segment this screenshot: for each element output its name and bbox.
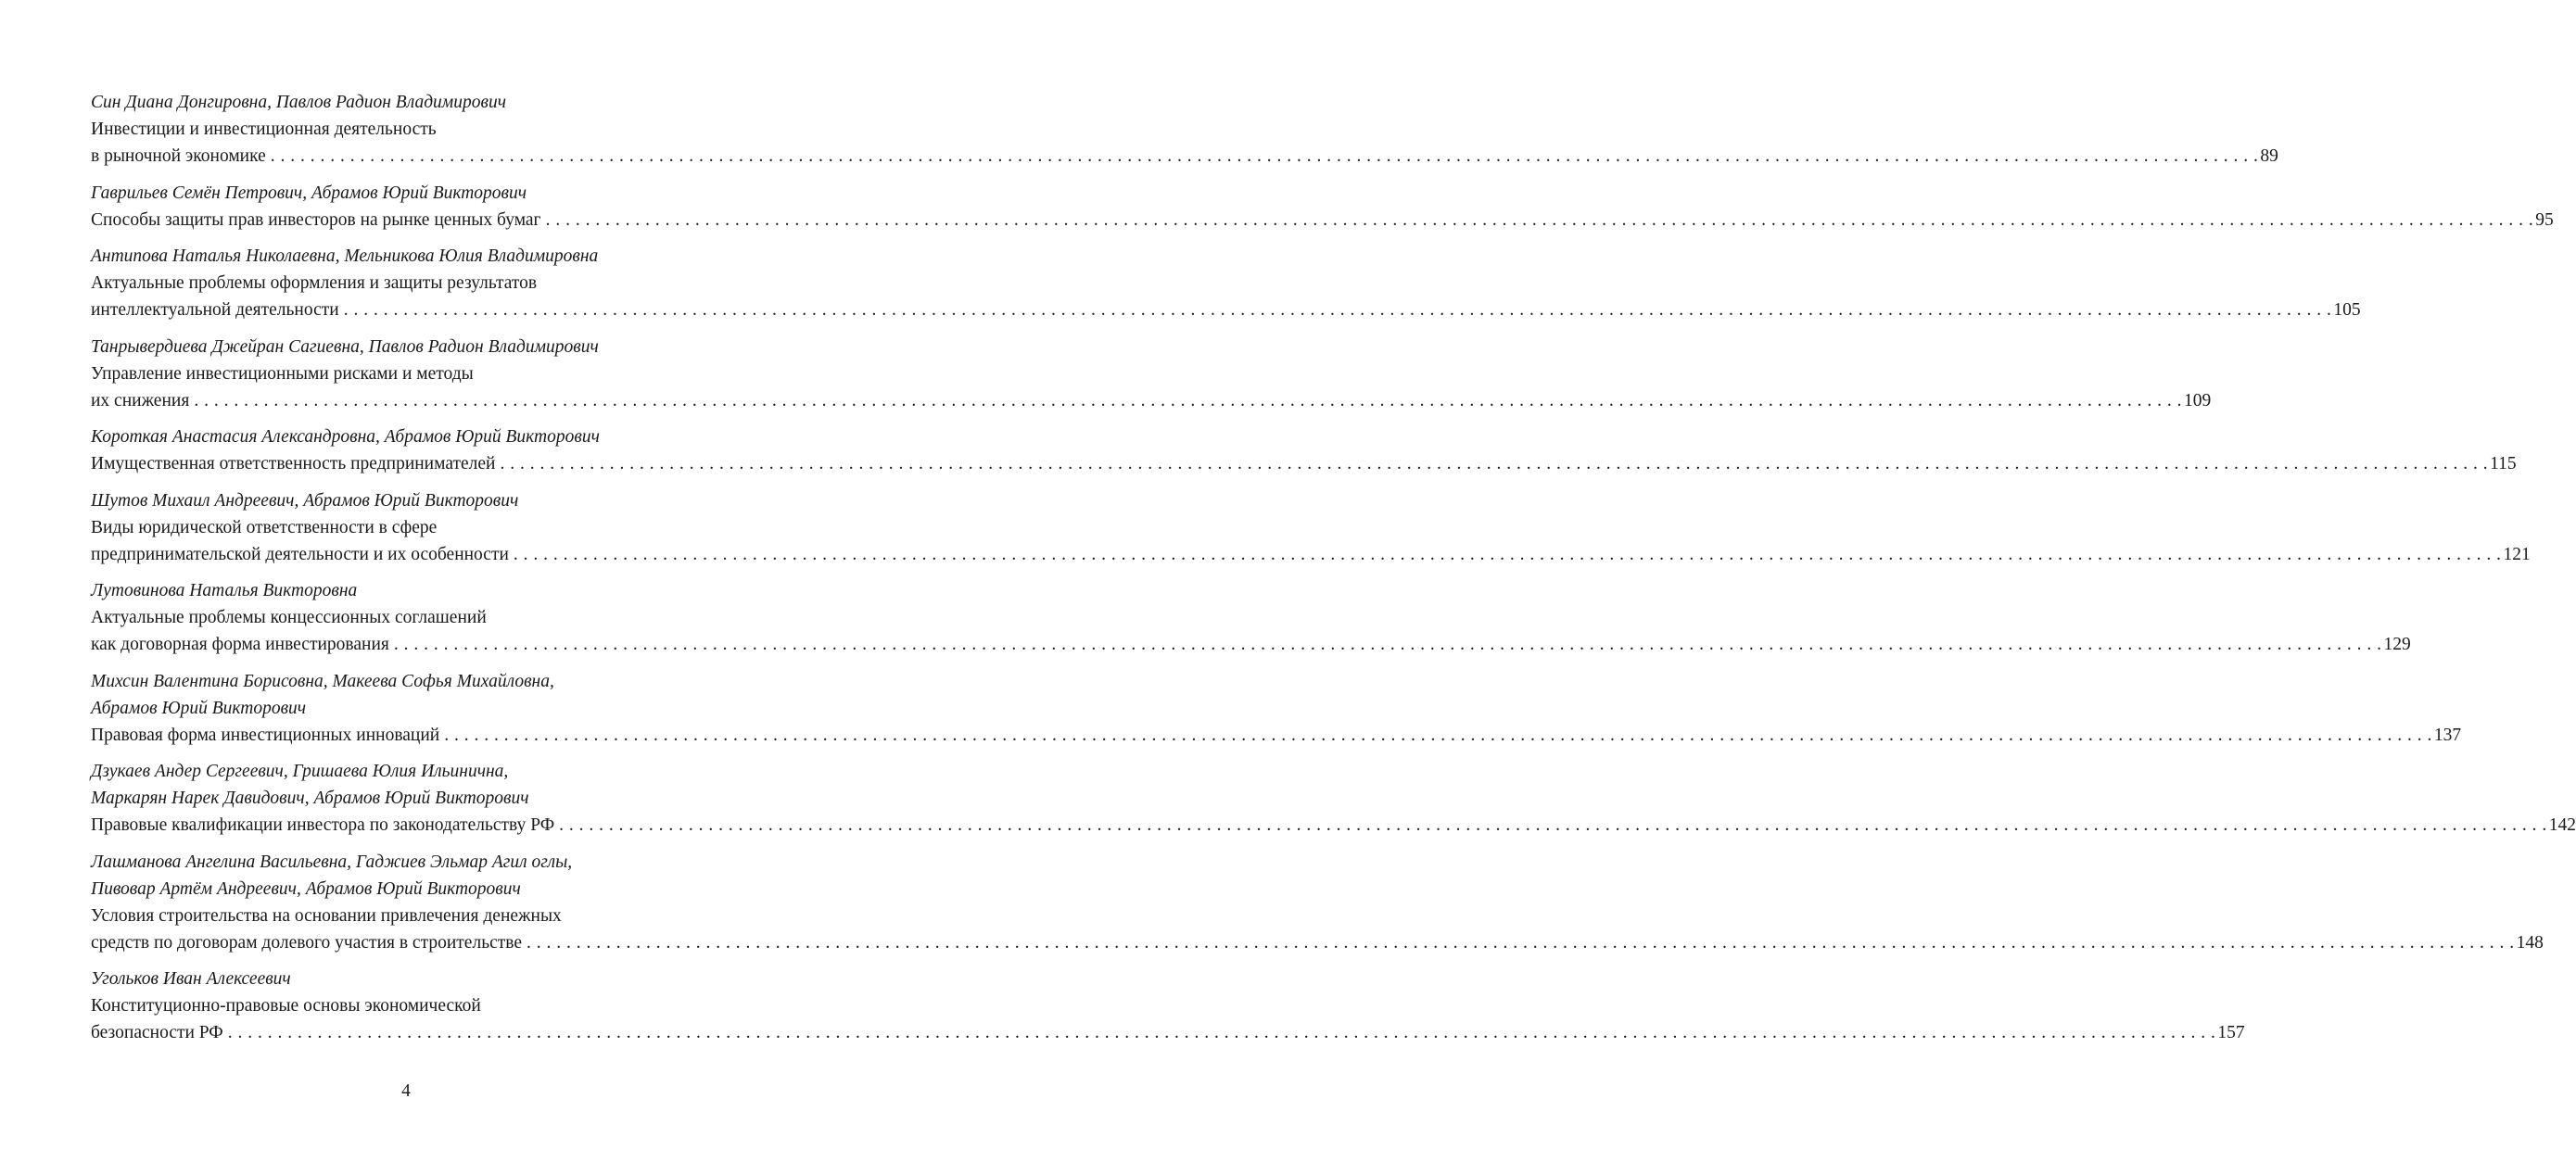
toc-entry-page: 109 [2183,390,2212,410]
dot-leader: . . . . . . . . . . . . . . . . . . . . . . . . . . . . . . . . . . . . . . . . . . . . . . . . . . . . . . . . . . . . . . . . . . . . . . . . . . . . . . . . . . . . . . . . . . . . . . . . . . . . . . . . . . . . . . . . . . . . . . . . . . . . . . . . . . . . . . . . . . . . . . . . . . . . . . . . . . . . . . . . . . . . . . . . . . . . . . . . . . . . . . . . . . . . . . . . . . . . . . . . [194,390,2182,410]
toc-entry-title: Конституционно-правовые основы экономической [91,996,481,1016]
toc-entry-last-line [91,722,2462,749]
toc-entry [91,849,2544,956]
toc-entry [91,334,2212,414]
toc-entry-authors: Михсин Валентина Борисовна, Макеева Софья Михайловна, [91,671,554,691]
dot-leader: . . . . . . . . . . . . . . . . . . . . . . . . . . . . . . . . . . . . . . . . . . . . . . . . . . . . . . . . . . . . . . . . . . . . . . . . . . . . . . . . . . . . . . . . . . . . . . . . . . . . . . . . . . . . . . . . . . . . . . . . . . . . . . . . . . . . . . . . . . . . . . . . . . . . . . . . . . . . . . . . . . . . . . . . . . . . . . . . . . . . . . . . . . . . . . . . . . . . . . . . [270,146,2259,166]
toc-entry [91,487,2531,568]
dot-leader: . . . . . . . . . . . . . . . . . . . . . . . . . . . . . . . . . . . . . . . . . . . . . . . . . . . . . . . . . . . . . . . . . . . . . . . . . . . . . . . . . . . . . . . . . . . . . . . . . . . . . . . . . . . . . . . . . . . . . . . . . . . . . . . . . . . . . . . . . . . . . . . . . . . . . . . . . . . . . . . . . . . . . . . . . . . . . . . . . . . . . . . . . . . . . . . . . . . . . . . . [393,635,2382,654]
toc-entry [91,966,2245,1046]
toc-entry-page: 129 [2383,635,2411,654]
dot-leader: . . . . . . . . . . . . . . . . . . . . . . . . . . . . . . . . . . . . . . . . . . . . . . . . . . . . . . . . . . . . . . . . . . . . . . . . . . . . . . . . . . . . . . . . . . . . . . . . . . . . . . . . . . . . . . . . . . . . . . . . . . . . . . . . . . . . . . . . . . . . . . . . . . . . . . . . . . . . . . . . . . . . . . . . . . . . . . . . . . . . . . . . . . . . . . . . . . . . . . . . [444,725,2432,745]
dot-leader: . . . . . . . . . . . . . . . . . . . . . . . . . . . . . . . . . . . . . . . . . . . . . . . . . . . . . . . . . . . . . . . . . . . . . . . . . . . . . . . . . . . . . . . . . . . . . . . . . . . . . . . . . . . . . . . . . . . . . . . . . . . . . . . . . . . . . . . . . . . . . . . . . . . . . . . . . . . . . . . . . . . . . . . . . . . . . . . . . . . . . . . . . . . . . . . . . . . . . . . . [343,300,2332,320]
toc-entry-last-line [91,297,2361,323]
toc-entry-title: в рыночной экономике [91,146,266,166]
toc-entry-title: как договорная форма инвестирования [91,635,389,654]
toc-entry-last-line [91,207,2554,234]
toc-entry-last-line [91,541,2531,568]
toc-entry-authors: Син Диана Донгировна, Павлов Радион Владимирович [91,93,507,112]
toc-entry [91,89,2278,170]
toc-entry-page: 89 [2260,146,2278,166]
dot-leader: . . . . . . . . . . . . . . . . . . . . . . . . . . . . . . . . . . . . . . . . . . . . . . . . . . . . . . . . . . . . . . . . . . . . . . . . . . . . . . . . . . . . . . . . . . . . . . . . . . . . . . . . . . . . . . . . . . . . . . . . . . . . . . . . . . . . . . . . . . . . . . . . . . . . . . . . . . . . . . . . . . . . . . . . . . . . . . . . . . . . . . . . . . . . . . . . . . . . . . . . [559,815,2547,835]
toc-entry-page: 121 [2503,544,2531,564]
toc-entry-last-line [91,929,2544,956]
dot-leader: . . . . . . . . . . . . . . . . . . . . . . . . . . . . . . . . . . . . . . . . . . . . . . . . . . . . . . . . . . . . . . . . . . . . . . . . . . . . . . . . . . . . . . . . . . . . . . . . . . . . . . . . . . . . . . . . . . . . . . . . . . . . . . . . . . . . . . . . . . . . . . . . . . . . . . . . . . . . . . . . . . . . . . . . . . . . . . . . . . . . . . . . . . . . . . . . . . . . . . . . [513,544,2502,564]
toc-entry-page: 148 [2516,932,2544,953]
toc-entry-last-line [91,143,2278,170]
toc-entry-authors: Лутовинова Наталья Викторовна [91,581,358,600]
toc-entry-authors: Лашманова Ангелина Васильевна, Гаджиев Эльмар Агил оглы, [91,852,573,872]
toc-entry-page: 137 [2433,725,2462,745]
toc-entry-authors: Шутов Михаил Андреевич, Абрамов Юрий Викторович [91,490,519,511]
dot-leader: . . . . . . . . . . . . . . . . . . . . . . . . . . . . . . . . . . . . . . . . . . . . . . . . . . . . . . . . . . . . . . . . . . . . . . . . . . . . . . . . . . . . . . . . . . . . . . . . . . . . . . . . . . . . . . . . . . . . . . . . . . . . . . . . . . . . . . . . . . . . . . . . . . . . . . . . . . . . . . . . . . . . . . . . . . . . . . . . . . . . . . . . . . . . . . . . . . . . . . . . [545,209,2534,230]
toc-entry-title: Актуальные проблемы оформления и защиты результатов [91,273,538,293]
toc-entry-authors: Дзукаев Андер Сергеевич, Гришаева Юлия Ильинична, [91,762,509,781]
toc-entry-authors: Гаврильев Семён Петрович, Абрамов Юрий Викторович [91,183,527,203]
table-of-contents [91,89,2576,1056]
dot-leader: . . . . . . . . . . . . . . . . . . . . . . . . . . . . . . . . . . . . . . . . . . . . . . . . . . . . . . . . . . . . . . . . . . . . . . . . . . . . . . . . . . . . . . . . . . . . . . . . . . . . . . . . . . . . . . . . . . . . . . . . . . . . . . . . . . . . . . . . . . . . . . . . . . . . . . . . . . . . . . . . . . . . . . . . . . . . . . . . . . . . . . . . . . . . . . . . . . . . . . . . [527,932,2515,953]
toc-entry-page: 95 [2535,209,2554,230]
toc-entry-last-line [91,387,2212,414]
toc-entry-page: 142 [2548,815,2576,835]
toc-entry-title: предпринимательской деятельности и их особенности [91,544,509,564]
toc-entry-title: Имущественная ответственность предпринимателей [91,454,496,473]
toc-entry-authors: Пивовар Артём Андреевич, Абрамов Юрий Викторович [91,878,521,899]
toc-entry-title: Правовые квалификации инвестора по законодательству РФ [91,815,555,835]
toc-entry-page: 105 [2333,300,2361,320]
toc-entry-last-line [91,450,2517,477]
toc-entry-last-line [91,812,2576,839]
toc-entry [91,577,2411,658]
toc-entry-title: Правовая форма инвестиционных инноваций [91,725,440,745]
toc-entry-title: Условия строительства на основании привлечения денежных [91,905,562,926]
toc-entry-title: Способы защиты прав инвесторов на рынке ценных бумаг [91,209,541,230]
toc-entry-authors: Антипова Наталья Николаевна, Мельникова Юлия Владимировна [91,246,599,266]
toc-entry-authors: Угольков Иван Алексеевич [91,969,291,989]
dot-leader: . . . . . . . . . . . . . . . . . . . . . . . . . . . . . . . . . . . . . . . . . . . . . . . . . . . . . . . . . . . . . . . . . . . . . . . . . . . . . . . . . . . . . . . . . . . . . . . . . . . . . . . . . . . . . . . . . . . . . . . . . . . . . . . . . . . . . . . . . . . . . . . . . . . . . . . . . . . . . . . . . . . . . . . . . . . . . . . . . . . . . . . . . . . . . . . . . . . . . . . . [227,1023,2216,1042]
toc-entry [91,243,2361,323]
toc-entry-last-line [91,1019,2245,1046]
toc-entry [91,423,2517,477]
toc-entry-title: Инвестиции и инвестиционная деятельность [91,120,437,139]
toc-entry-authors: Абрамов Юрий Викторович [91,698,307,718]
toc-entry-authors: Короткая Анастасия Александровна, Абрамов Юрий Викторович [91,427,600,447]
toc-entry [91,180,2554,234]
toc-entry-title: Управление инвестиционными рисками и методы [91,363,474,384]
toc-entry-page: 115 [2490,454,2517,473]
toc-entry-authors: Танрывердиева Джейран Сагиевна, Павлов Радион Владимирович [91,336,599,357]
toc-entry-title: безопасности РФ [91,1023,223,1042]
toc-entry [91,668,2462,749]
dot-leader: . . . . . . . . . . . . . . . . . . . . . . . . . . . . . . . . . . . . . . . . . . . . . . . . . . . . . . . . . . . . . . . . . . . . . . . . . . . . . . . . . . . . . . . . . . . . . . . . . . . . . . . . . . . . . . . . . . . . . . . . . . . . . . . . . . . . . . . . . . . . . . . . . . . . . . . . . . . . . . . . . . . . . . . . . . . . . . . . . . . . . . . . . . . . . . . . . . . . . . . . [500,454,2489,473]
toc-entry-page: 157 [2217,1023,2245,1042]
toc-entry-title: интеллектуальной деятельности [91,300,339,320]
toc-entry-last-line [91,631,2411,658]
page-number: 4 [401,1081,411,1101]
toc-entry-title: Актуальные проблемы концессионных соглашений [91,608,487,627]
toc-entry-title: их снижения [91,390,190,410]
toc-entry [91,758,2576,839]
toc-entry-title: средств по договорам долевого участия в строительстве [91,932,523,953]
toc-entry-authors: Маркарян Нарек Давидович, Абрамов Юрий Викторович [91,789,529,808]
toc-entry-title: Виды юридической ответственности в сфере [91,517,438,537]
